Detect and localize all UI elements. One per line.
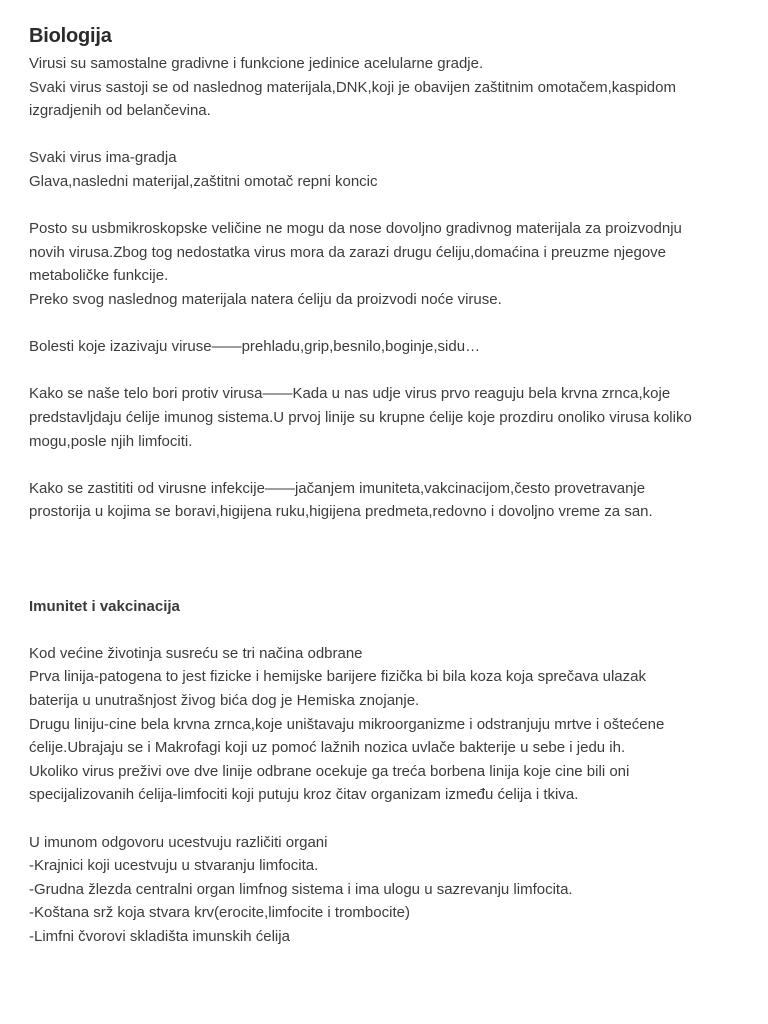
text-line: novih virusa.Zbog tog nedostatka virus mora da zarazi drugu ćeliju,domaćina i preuzme njegove — [29, 243, 667, 261]
paragraph-defense-lines — [29, 642, 749, 831]
note-title: Biologija — [29, 25, 112, 47]
blank-line — [29, 312, 749, 336]
paragraph-immune-organs — [29, 831, 749, 949]
blank-line — [29, 524, 749, 548]
text-line: Preko svog naslednog materijala natera ćeliju da proizvodi noće viruse. — [29, 290, 502, 308]
text-line: Kako se zastititi od virusne infekcije——jačanjem imuniteta,vakcinacijom,često provetravanje — [29, 479, 646, 497]
paragraph-virus-diseases — [29, 335, 749, 382]
text-line: Bolesti koje izazivaju viruse——prehladu,grip,besnilo,boginje,sidu… — [29, 338, 481, 356]
text-line: Prva linija-patogena to jest fizicke i hemijske barijere fizička bi bila koza koja sprečava ulazak — [29, 668, 646, 686]
paragraph-protection — [29, 477, 749, 595]
text-line: specijalizovanih ćelija-limfociti koji putuju kroz čitav organizam između ćelija i tkiva. — [29, 786, 579, 804]
list-item: -Limfni čvorovi skladišta imunskih ćelija — [29, 927, 290, 945]
list-item: -Koštana srž koja stvara krv(erocite,limfocite i trombocite) — [29, 904, 410, 922]
blank-line — [29, 453, 749, 477]
blank-line — [29, 807, 749, 831]
note-body[interactable] — [29, 22, 749, 949]
text-line: baterija u unutrašnjost živog bića dog je Hemiska znojanje. — [29, 692, 420, 710]
text-line: Svaki virus ima-gradja — [29, 149, 177, 167]
paragraph-body-defense — [29, 382, 749, 476]
text-line: Posto su usbmikroskopske veličine ne mogu da nose dovoljno gradivnog materijala za proizvodnju — [29, 220, 682, 238]
text-line: Drugu liniju-cine bela krvna zrnca,koje uništavaju mikroorganizme i odstranjuju mrtve i oštećene — [29, 715, 665, 733]
section-subtitle: Imunitet i vakcinacija — [29, 597, 180, 615]
blank-line — [29, 194, 749, 218]
text-line: prostorija u kojima se boravi,higijena ruku,higijena predmeta,redovno i dovoljno vreme za san. — [29, 503, 653, 521]
blank-line — [29, 123, 749, 147]
paragraph-virus-definition — [29, 52, 749, 146]
text-line: metaboličke funkcije. — [29, 267, 169, 285]
blank-line — [29, 547, 749, 571]
paragraph-virus-reproduction — [29, 217, 749, 335]
text-line: izgradjenih od belančevina. — [29, 102, 211, 120]
text-line: Kako se naše telo bori protiv virusa——Kada u nas udje virus prvo reaguju bela krvna zrnca,koje — [29, 385, 671, 403]
text-line: mogu,posle njih limfociti. — [29, 432, 193, 450]
text-line: predstavljdaju ćelije imunog sistema.U prvoj linije su krupne ćelije koje prozdiru onoliko virusa koliko — [29, 408, 692, 426]
blank-line — [29, 359, 749, 383]
list-item: -Krajnici koji ucestvuju u stvaranju limfocita. — [29, 857, 319, 875]
blank-line — [29, 571, 749, 595]
list-item: -Grudna žlezda centralni organ limfnog sistema i ima ulogu u sazrevanju limfocita. — [29, 880, 573, 898]
text-line: Glava,nasledni materijal,zaštitni omotač repni koncic — [29, 172, 378, 190]
text-line: U imunom odgovoru ucestvuju različiti organi — [29, 833, 328, 851]
paragraph-virus-structure — [29, 146, 749, 217]
text-line: Kod većine životinja susreću se tri načina odbrane — [29, 644, 363, 662]
text-line: Svaki virus sastoji se od naslednog materijala,DNK,koji je obavijen zaštitnim omotačem,kaspidom — [29, 78, 676, 96]
text-line: Virusi su samostalne gradivne i funkcione jedinice acelularne gradje. — [29, 55, 484, 72]
text-line: Ukoliko virus preživi ove dve linije odbrane ocekuje ga treća borbena linija koje cine bili oni — [29, 762, 630, 780]
blank-line — [29, 618, 749, 642]
section-immunity — [29, 595, 749, 642]
text-line: ćelije.Ubrajaju se i Makrofagi koji uz pomoć lažnih nozica uvlače bakterije u sebe i jedu ih. — [29, 739, 626, 757]
